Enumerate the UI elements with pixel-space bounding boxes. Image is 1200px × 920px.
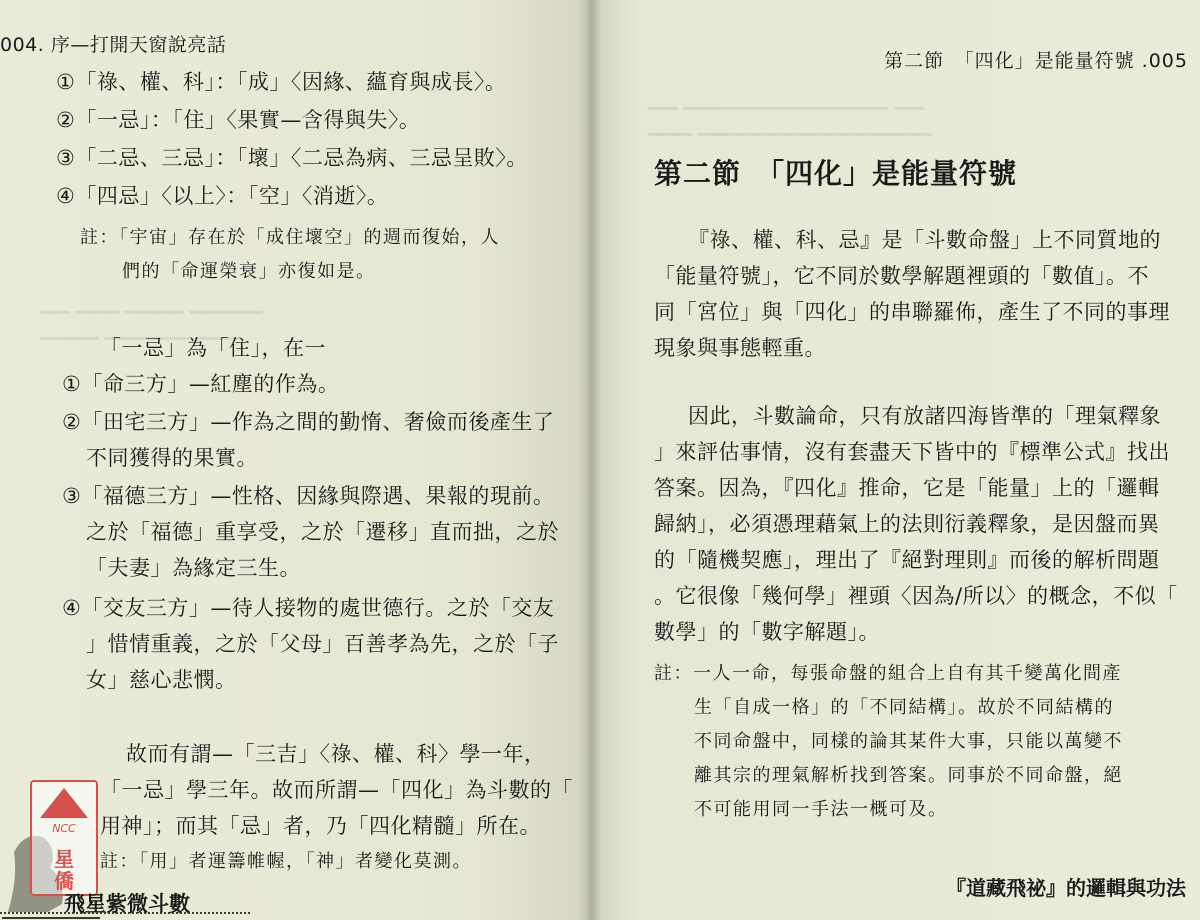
text-line: 」來評估事情，沒有套盡天下皆中的『標準公式』找出 (654, 440, 1170, 464)
text-line: 現象與事態輕重。 (654, 336, 826, 360)
note-line: 不可能用同一手法一概可及。 (694, 799, 948, 820)
footer-rule (0, 912, 250, 914)
section-title: 第二節 「四化」是能量符號 (654, 157, 1018, 190)
text-line: 因此，斗數論命，只有放諸四海皆準的「理氣釋象 (688, 404, 1161, 428)
bleed-through-text: ▁▁▁ ▁▁▁▁▁▁▁▁▁▁▁▁▁▁▁▁ (648, 114, 932, 136)
text-line: 「能量符號」，它不同於數學解題裡頭的「數值」。不 (654, 264, 1149, 288)
text-line: ④「四忌」〈以上〉：「空」〈消逝〉。 (56, 184, 389, 208)
chapter-footer: 『道藏飛祕』的邏輯與功法 (946, 876, 1186, 900)
text-line: 「一忌」學三年。故而所謂—「四化」為斗數的「 (100, 778, 573, 802)
note-line: 們的「命運榮衰」亦復如是。 (122, 261, 376, 282)
text-line: ③「福德三方」—性格、因緣與際遇、果報的現前。 (62, 484, 555, 508)
bleed-through-text: ▁▁▁▁ ▁▁▁▁▁▁ ▁▁▁ (40, 318, 243, 340)
text-line: 用神」；而其「忌」者，乃「四化精髓」所在。 (100, 814, 541, 838)
text-line: ③「二忌、三忌」：「壞」〈二忌為病、三忌呈敗〉。 (56, 146, 528, 170)
note-line: 離其宗的理氣解析找到答案。同事於不同命盤，絕 (694, 765, 1123, 786)
left-page (0, 0, 588, 920)
book-title-footer: 飛星紫微斗數 (64, 892, 190, 916)
text-line: 同「宮位」與「四化」的串聯羅佈，產生了不同的事理 (654, 300, 1170, 324)
note-line: 註：一人一命，每張命盤的組合上自有其千變萬化間產 (654, 663, 1122, 684)
text-line: ②「田宅三方」—作為之間的勤惰、奢儉而後產生了 (62, 410, 555, 434)
book-spine-shadow (578, 0, 602, 920)
text-line: 的「隨機契應」，理出了『絕對理則』而後的解析問題 (654, 548, 1160, 572)
bleed-through-text: ▁▁ ▁▁▁▁▁▁▁▁▁▁▁▁▁▁ ▁▁ (648, 88, 924, 110)
text-line: 故而有謂—「三吉」〈祿、權、科〉學一年， (126, 742, 546, 766)
text-line: 數學」的「數字解題」。 (654, 620, 880, 644)
text-line: 。它很像「幾何學」裡頭〈因為/所以〉的概念，不似「 (654, 584, 1178, 608)
text-line: 歸納」，必須憑理藉氣上的法則衍義釋象，是因盤而異 (654, 512, 1160, 536)
seal-stamp: NCC 星 僑 (30, 780, 98, 896)
text-line: 之於「福德」重享受，之於「遷移」直而拙，之於 (86, 520, 559, 544)
note-line: 註：「宇宙」存在於「成住壞空」的週而復始，人 (80, 227, 500, 248)
text-line: 女」慈心悲憫。 (86, 668, 237, 692)
text-line: 「夫妻」為緣定三生。 (86, 556, 301, 580)
text-line: 『祿、權、科、忌』是「斗數命盤」上不同質地的 (688, 228, 1161, 252)
note-line: 生「自成一格」的「不同結構」。故於不同結構的 (694, 697, 1114, 718)
text-line: ①「祿、權、科」：「成」〈因緣、蘊育與成長〉。 (56, 70, 507, 94)
right-page (588, 0, 1200, 920)
note-line: 不同命盤中，同樣的論其某件大事，只能以萬變不 (694, 731, 1123, 752)
text-line: 「一忌」為「住」，在一 (100, 336, 326, 360)
note-line: 註：「用」者運籌帷幄，「神」者變化莫測。 (100, 851, 472, 872)
bleed-through-text: ▁▁ ▁▁▁ ▁▁▁▁ ▁▁▁▁▁ (40, 292, 263, 314)
page-header: 004. 序—打開天窗說亮話 (0, 34, 227, 56)
text-line: 不同獲得的果實。 (86, 446, 258, 470)
text-line: ①「命三方」—紅塵的作為。 (62, 372, 340, 396)
text-line: ④「交友三方」—待人接物的處世德行。之於「交友 (62, 596, 555, 620)
text-line: 答案。因為，『四化』推命，它是「能量」上的「邏輯 (654, 476, 1160, 500)
text-line: 」惜情重義，之於「父母」百善孝為先，之於「子 (86, 632, 559, 656)
page-header: 第二節 「四化」是能量符號 .005 (884, 50, 1188, 72)
text-line: ②「一忌」：「住」〈果實—含得與失〉。 (56, 108, 421, 132)
